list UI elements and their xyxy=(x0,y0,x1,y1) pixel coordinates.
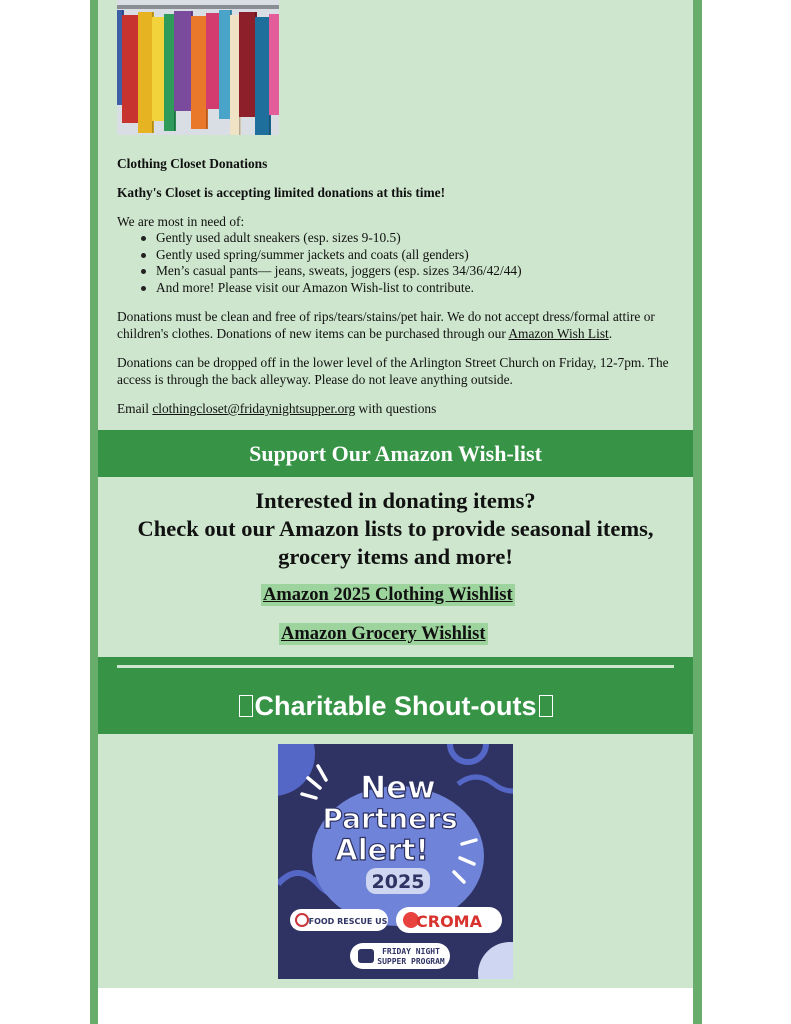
graphic-alert: Alert! xyxy=(335,833,429,867)
missing-glyph-icon xyxy=(539,695,553,717)
needs-intro: We are most in need of: xyxy=(117,214,245,229)
clothing-rack-photo xyxy=(117,0,279,135)
right-border xyxy=(693,0,702,1024)
wishlist-heading-line: Interested in donating items? xyxy=(255,488,536,513)
graphic-partners: Partners xyxy=(322,802,458,835)
logo-supper-program: SUPPER PROGRAM xyxy=(377,957,445,966)
wishlist-heading-line: Check out our Amazon lists to provide seasonal items, xyxy=(137,516,654,541)
clothing-wishlist-link[interactable]: Amazon 2025 Clothing Wishlist xyxy=(263,585,513,605)
email-line xyxy=(117,400,677,417)
shoutouts-title: Charitable Shout-outs xyxy=(254,691,537,721)
clothing-closet-content xyxy=(117,155,677,429)
wishlist-heading xyxy=(98,487,693,571)
section-divider xyxy=(98,657,693,678)
list-item: And more! Please visit our Amazon Wish-list to contribute. xyxy=(139,280,677,297)
list-item: Men’s casual pants— jeans, sweats, joggers (esp. sizes 34/36/42/44) xyxy=(139,263,677,280)
list-item: Gently used adult sneakers (esp. sizes 9-10.5) xyxy=(139,230,677,247)
left-border xyxy=(90,0,98,1024)
closet-title: Clothing Closet Donations xyxy=(117,156,268,171)
logo-friday-night: FRIDAY NIGHT xyxy=(382,947,440,956)
divider-line xyxy=(117,665,674,668)
wishlist-banner: Support Our Amazon Wish-list xyxy=(98,430,693,477)
logo-croma: CROMA xyxy=(416,912,482,931)
conditions-end: . xyxy=(608,326,613,341)
email-link[interactable]: clothingcloset@fridaynightsupper.org xyxy=(152,401,356,416)
list-item: Gently used spring/summer jackets and coats (all genders) xyxy=(139,247,677,264)
logo-food-rescue-us: FOOD RESCUE US xyxy=(308,917,388,926)
new-partners-graphic xyxy=(278,744,513,979)
amazon-wish-list-link[interactable]: Amazon Wish List xyxy=(508,326,609,341)
graphic-year: 2025 xyxy=(371,871,425,893)
email-prefix: Email xyxy=(117,401,153,416)
donation-conditions xyxy=(117,308,677,342)
wishlist-heading-line: grocery items and more! xyxy=(278,544,513,569)
graphic-new: New xyxy=(360,770,436,806)
grocery-wishlist-link[interactable]: Amazon Grocery Wishlist xyxy=(281,624,486,644)
email-suffix: with questions xyxy=(355,401,437,416)
needs-list xyxy=(139,230,677,296)
missing-glyph-icon xyxy=(239,695,253,717)
conditions-text: Donations must be clean and free of rips/tears/stains/pet hair. We do not accept dress/formal attire or children's clothes. Donations of new items can be purchased through our xyxy=(117,309,655,341)
closet-announcement: Kathy's Closet is accepting limited donations at this time! xyxy=(117,185,446,200)
shoutouts-banner xyxy=(98,678,693,734)
dropoff-info: Donations can be dropped off in the lower level of the Arlington Street Church on Friday, 12-7pm. The access is through the back alleyway. Please do not leave anything outside. xyxy=(117,355,669,387)
